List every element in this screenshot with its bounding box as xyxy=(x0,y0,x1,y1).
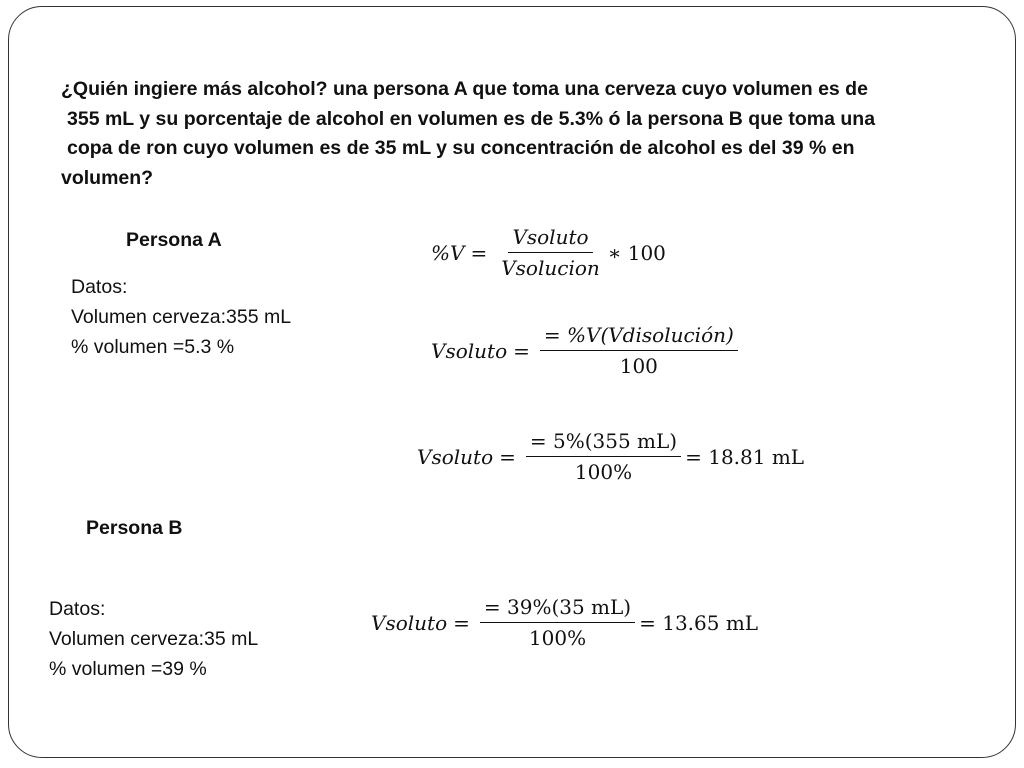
formula-2-equals: = xyxy=(513,338,530,363)
persona-b-volumen: Volumen cerveza:35 mL xyxy=(49,628,259,650)
formula-2-fraction xyxy=(540,323,738,378)
slide-frame xyxy=(8,6,1016,758)
question-line-2: 355 mL y su porcentaje de alcohol en volumen es de 5.3% ó la persona B que toma una xyxy=(67,107,876,130)
formula-4-fraction xyxy=(480,595,635,650)
formula-3-fraction xyxy=(526,429,681,484)
formula-2-denominator: 100 xyxy=(619,354,658,378)
persona-b-title: Persona B xyxy=(86,517,183,539)
formula-4-equals: = xyxy=(453,610,470,635)
formula-1-tail: ∗ 100 xyxy=(607,240,666,265)
question-line-4: volumen? xyxy=(61,166,154,189)
formula-3-result: = 18.81 mL xyxy=(685,444,805,469)
persona-b-porcentaje: % volumen =39 % xyxy=(49,658,207,680)
formula-3-denominator: 100% xyxy=(574,460,633,484)
formula-3-lhs: Vsoluto xyxy=(417,444,494,469)
question-text xyxy=(61,75,1011,193)
persona-b-datos xyxy=(49,594,258,684)
persona-a-porcentaje: % volumen =5.3 % xyxy=(71,336,235,358)
formula-1-lhs: %V xyxy=(431,240,465,265)
formula-2-numerator: = %V(Vdisolución) xyxy=(540,323,738,351)
persona-a-datos-label: Datos: xyxy=(71,276,128,298)
persona-a-datos xyxy=(71,272,291,362)
formula-3-numerator: = 5%(355 mL) xyxy=(526,429,681,457)
formula-2-lhs: Vsoluto xyxy=(431,338,508,363)
formula-persona-a xyxy=(417,429,804,484)
question-line-3: copa de ron cuyo volumen es de 35 mL y su concentración de alcohol es del 39 % en xyxy=(67,137,855,159)
question-line-1: ¿Quién ingiere más alcohol? una persona A que toma una cerveza cuyo volumen es de xyxy=(61,78,868,100)
formula-4-lhs: Vsoluto xyxy=(371,610,448,635)
formula-3-equals: = xyxy=(499,444,516,469)
formula-4-denominator: 100% xyxy=(528,626,587,650)
formula-percent-volume xyxy=(431,225,666,280)
formula-1-numerator: Vsoluto xyxy=(508,225,592,253)
persona-a-title: Persona A xyxy=(126,229,222,251)
formula-1-fraction xyxy=(497,225,604,280)
formula-persona-b xyxy=(371,595,758,650)
formula-4-result: = 13.65 mL xyxy=(639,610,759,635)
persona-b-datos-label: Datos: xyxy=(49,598,106,620)
formula-1-equals: = xyxy=(470,240,488,265)
formula-4-numerator: = 39%(35 mL) xyxy=(480,595,635,623)
persona-a-volumen: Volumen cerveza:355 mL xyxy=(71,306,292,328)
formula-vsoluto-general xyxy=(431,323,742,378)
formula-1-denominator: Vsolucion xyxy=(501,256,600,280)
